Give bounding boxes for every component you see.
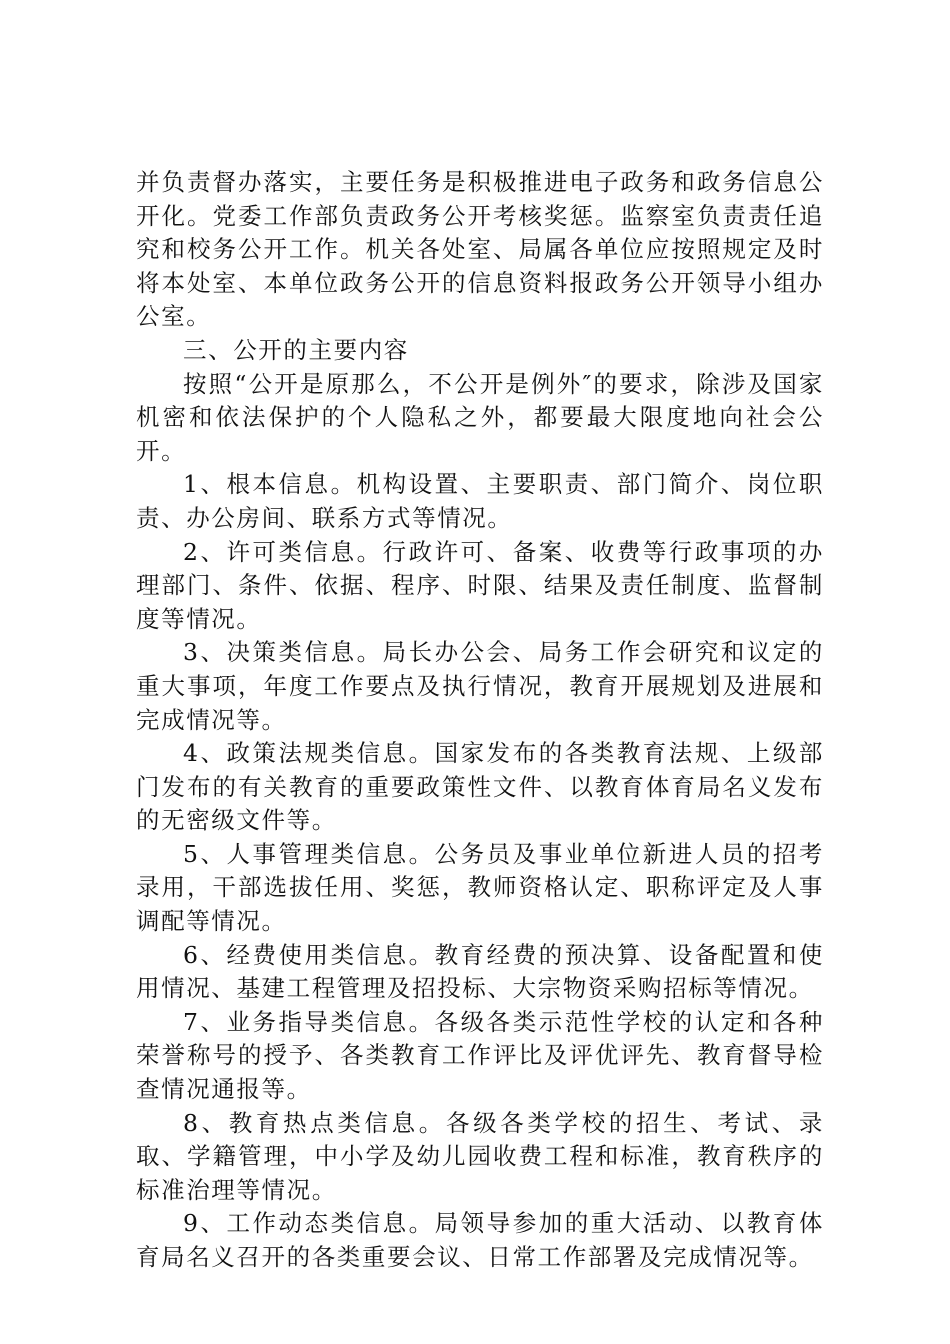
list-item-6: 6、经费使用类信息。教育经费的预决算、设备配置和使用情况、基建工程管理及招投标、大宗物资采购招标等情况。 — [136, 940, 824, 1003]
list-item-9: 9、工作动态类信息。局领导参加的重大活动、以教育体育局名义召开的各类重要会议、日常工作部署及完成情况等。 — [136, 1209, 824, 1271]
document-body — [136, 166, 824, 1275]
list-item-8: 8、教育热点类信息。各级各类学校的招生、考试、录取、学籍管理，中小学及幼儿园收费工程和标准，教育秩序的标准治理等情况。 — [136, 1108, 824, 1204]
list-item-7: 7、业务指导类信息。各级各类示范性学校的认定和各种荣誉称号的授予、各类教育工作评比及评优评先、教育督导检查情况通报等。 — [136, 1007, 824, 1104]
list-item-4: 4、政策法规类信息。国家发布的各类教育法规、上级部门发布的有关教育的重要政策性文件、以教育体育局名义发布的无密级文件等。 — [136, 739, 824, 835]
list-item-3: 3、决策类信息。局长办公会、局务工作会研究和议定的重大事项，年度工作要点及执行情况，教育开展规划及进展和完成情况等。 — [136, 638, 824, 734]
list-item-5: 5、人事管理类信息。公务员及事业单位新进人员的招考录用，干部选拔任用、奖惩，教师资格认定、职称评定及人事调配等情况。 — [136, 839, 824, 936]
paragraph-intro: 按照“公开是原那么，不公开是例外″的要求，除涉及国家机密和依法保护的个人隐私之外，都要最大限度地向社会公开。 — [136, 369, 824, 465]
paragraph-continuation: 并负责督办落实，主要任务是积极推进电子政务和政务信息公开化。党委工作部负责政务公开考核奖惩。监察室负责责任追究和校务公开工作。机关各处室、局属各单位应按照规定及时将本处室、本单位政务公开的信息资料报政务公开领导小组办公室。 — [136, 168, 824, 331]
list-item-2: 2、许可类信息。行政许可、备案、收费等行政事项的办理部门、条件、依据、程序、时限、结果及责任制度、监督制度等情况。 — [136, 537, 824, 633]
list-item-1: 1、根本信息。机构设置、主要职责、部门简介、岗位职责、办公房间、联系方式等情况。 — [136, 470, 824, 532]
section-heading: 三、公开的主要内容 — [183, 335, 409, 364]
